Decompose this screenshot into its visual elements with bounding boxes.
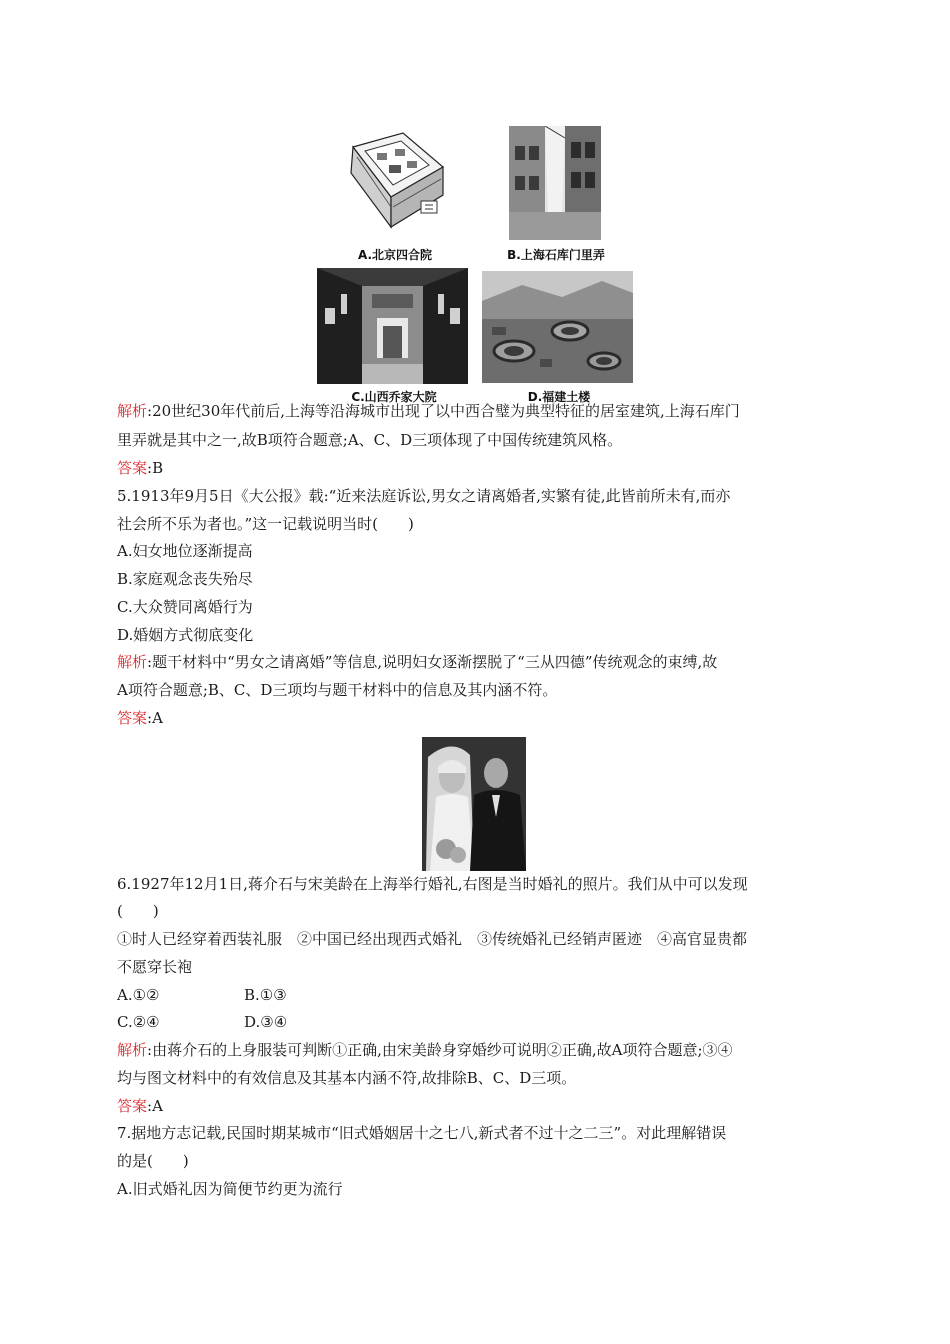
q5-stem-line-2: 社会所不乐为者也。”这一记载说明当时( ) [117, 515, 414, 533]
answer-value: :B [147, 459, 164, 477]
q5-option-c: C.大众赞同离婚行为 [117, 598, 253, 616]
answer-label: 答案 [117, 459, 148, 477]
q4-analysis-line-2: 里弄就是其中之一,故B项符合题意;A、C、D三项体现了中国传统建筑风格。 [117, 431, 623, 449]
q6-option-b: B.①③ [244, 986, 287, 1004]
q6-options-row-1 [117, 985, 517, 1005]
q4-analysis-line-1 [117, 401, 740, 421]
q6-option-c: C.②④ [117, 1013, 160, 1031]
analysis-label: 解析 [117, 1041, 148, 1059]
siheyuan-drawing-icon [343, 127, 447, 239]
q5-analysis-line-1 [117, 652, 717, 672]
analysis-text: :20世纪30年代前后,上海等沿海城市出现了以中西合璧为典型特征的居室建筑,上海石库门 [147, 402, 740, 420]
q7-stem-line-2: 的是( ) [117, 1152, 189, 1170]
figure-caption-b: B.上海石库门里弄 [507, 248, 605, 262]
qiao-family-courtyard-photo-icon [317, 268, 468, 384]
q5-stem-line-1: 5.1913年9月5日《大公报》载:“近来法庭诉讼,男女之请离婚者,实繁有徒,此皆前所未有,而亦 [117, 487, 731, 505]
q6-options-row-2 [117, 1012, 517, 1032]
figure-caption-d: D.福建土楼 [527, 390, 591, 404]
q6-analysis-line-2: 均与图文材料中的有效信息及其基本内涵不符,故排除B、C、D三项。 [117, 1069, 577, 1087]
q6-stem-line-4: 不愿穿长袍 [117, 958, 193, 976]
q6-answer [117, 1096, 163, 1116]
q4-answer [117, 458, 163, 478]
q5-answer [117, 708, 163, 728]
answer-label: 答案 [117, 1097, 148, 1115]
analysis-label: 解析 [117, 653, 148, 671]
analysis-text: :由蒋介石的上身服装可判断①正确,由宋美龄身穿婚纱可说明②正确,故A项符合题意;③④ [147, 1041, 733, 1059]
q6-option-a: A.①② [117, 986, 160, 1004]
answer-value: :A [147, 1097, 163, 1115]
figure-caption-a: A.北京四合院 [357, 248, 433, 262]
q6-option-d: D.③④ [244, 1013, 288, 1031]
analysis-text: :题干材料中“男女之请离婚”等信息,说明妇女逐渐摆脱了“三从四德”传统观念的束缚,故 [147, 653, 718, 671]
answer-label: 答案 [117, 709, 148, 727]
shikumen-alley-photo-icon [509, 126, 601, 240]
q5-analysis-line-2: A项符合题意;B、C、D三项均与题干材料中的信息及其内涵不符。 [117, 681, 558, 699]
q7-stem-line-1: 7.据地方志记载,民国时期某城市“旧式婚姻居十之七八,新式者不过十之二三”。对此理解错误 [117, 1124, 727, 1142]
answer-value: :A [147, 709, 163, 727]
q6-analysis-line-1 [117, 1040, 733, 1060]
q5-option-d: D.婚姻方式彻底变化 [117, 626, 254, 644]
q6-stem-line-2: ( ) [117, 902, 159, 920]
q5-option-a: A.妇女地位逐渐提高 [117, 542, 253, 560]
fujian-tulou-photo-icon [482, 271, 633, 383]
q6-stem-line-1: 6.1927年12月1日,蒋介石与宋美龄在上海举行婚礼,右图是当时婚礼的照片。我们从中可以发现 [117, 875, 748, 893]
q7-option-a: A.旧式婚礼因为简便节约更为流行 [117, 1180, 343, 1198]
q5-option-b: B.家庭观念丧失殆尽 [117, 570, 253, 588]
q6-stem-line-3: ①时人已经穿着西装礼服 ②中国已经出现西式婚礼 ③传统婚礼已经销声匿迹 ④高官显贵都 [117, 930, 748, 948]
analysis-label: 解析 [117, 402, 148, 420]
wedding-photo-icon [422, 737, 526, 871]
figure-caption-c: C.山西乔家大院 [351, 390, 437, 404]
